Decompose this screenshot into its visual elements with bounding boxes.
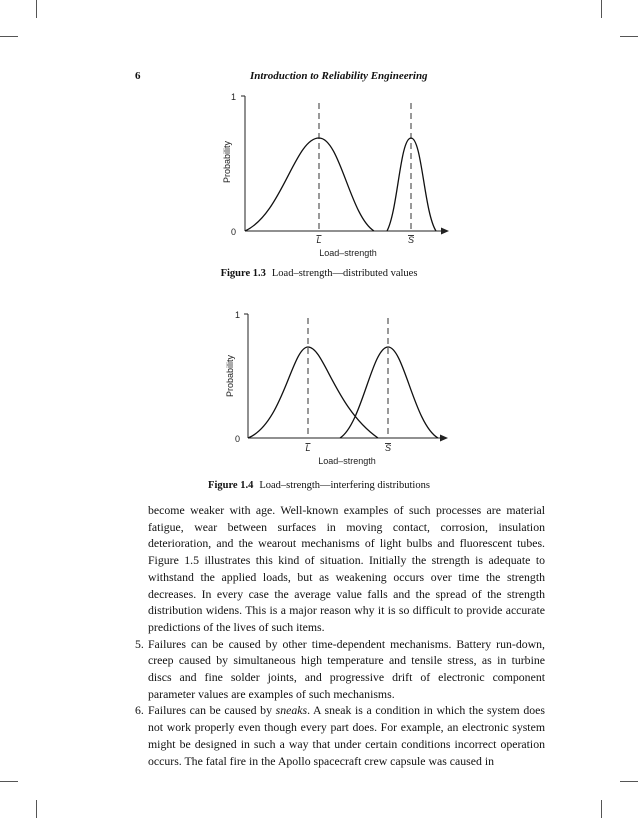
crop-mark xyxy=(601,800,602,818)
body-text xyxy=(135,502,545,769)
emphasis-term: sneaks xyxy=(275,703,308,718)
running-title: Introduction to Reliability Engineering xyxy=(250,70,428,82)
load-distribution-curve xyxy=(248,347,378,438)
mean-label-strength: S xyxy=(384,443,392,453)
list-item-number: 6. xyxy=(135,703,144,718)
list-item-number: 5. xyxy=(135,636,144,651)
x-axis-arrow xyxy=(440,435,448,442)
y-axis-label: Probability xyxy=(225,354,235,398)
x-axis-label: Load–strength xyxy=(318,456,376,466)
x-axis-label: Load–strength xyxy=(319,248,377,258)
figure-1-4 xyxy=(0,300,638,480)
figure-label: Figure 1.3 xyxy=(220,268,266,279)
figure-label: Figure 1.4 xyxy=(208,480,254,491)
mean-label-strength: S xyxy=(407,235,415,245)
figure-1-3 xyxy=(0,0,638,300)
paragraph: become weaker with age. Well-known examples of such processes are material fatigue, wear between surfaces in moving contact, corrosion, insulation deterioration, and the wearout mechanisms of light bulbs and fluorescent tubes. Figure 1.5 illustrates this kind of situation. Initially the strength is adequate to withstand the applied loads, but as weakening occurs over time the strength decreases. In every case the average value falls and the spread of the strength distribution widens. This is a major reason why it is so difficult to provide accurate predictions of the lives of such items. xyxy=(148,503,545,634)
x-axis-arrow xyxy=(441,228,449,235)
strength-distribution-curve xyxy=(340,347,438,438)
page-number: 6 xyxy=(135,70,141,82)
crop-mark xyxy=(620,781,638,782)
caption-text: Load–strength—interfering distributions xyxy=(259,480,430,491)
mean-label-load: L xyxy=(305,443,311,453)
figure-caption xyxy=(0,480,638,491)
crop-mark xyxy=(0,781,18,782)
y-tick-label-bottom: 0 xyxy=(230,227,236,237)
list-item-text xyxy=(148,702,545,769)
list-item-text: Failures can be caused by other time-dependent mechanisms. Battery run-down, creep caused by simultaneous high temperature and tensile stress, as in turbine discs and fine solder joints, and progressive drift of electronic component parameter values are examples of such mechanisms. xyxy=(148,636,545,701)
figure-caption xyxy=(0,268,638,279)
y-tick-label-top: 1 xyxy=(230,92,236,102)
y-axis-label: Probability xyxy=(222,140,232,184)
caption-text: Load–strength—distributed values xyxy=(271,268,418,279)
y-tick-label-bottom: 0 xyxy=(234,434,240,444)
load-distribution-curve xyxy=(245,138,374,231)
text-run: Failures can be caused by xyxy=(148,703,276,718)
y-tick-label-top: 1 xyxy=(234,310,240,320)
list-item xyxy=(135,702,545,769)
mean-label-load: L xyxy=(316,235,322,245)
list-item xyxy=(135,636,545,703)
crop-mark xyxy=(36,800,37,818)
text-run: . A sneak is a condition in which the system does not work properly even though every part does. For example, an electronic system might be designed in such a way that under certain conditions incorrect operation occurs. The fatal fire in the Apollo spacecraft crew capsule was caused in xyxy=(148,703,546,768)
